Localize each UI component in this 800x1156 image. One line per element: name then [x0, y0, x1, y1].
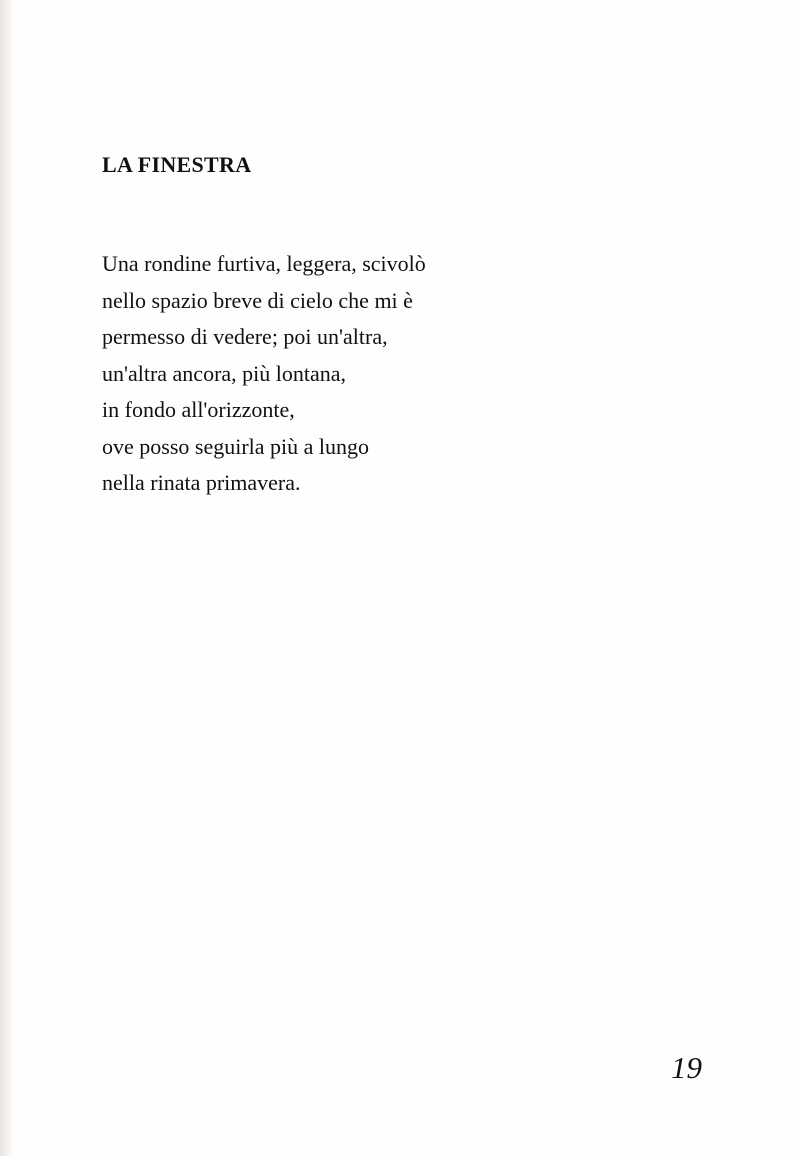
poem-line: nello spazio breve di cielo che mi è	[102, 287, 413, 313]
poem-title: LA FINESTRA	[102, 152, 252, 177]
poem-line: permesso di vedere; poi un'altra,	[102, 324, 388, 349]
poem-line: nella rinata primavera.	[102, 470, 301, 495]
page-number: 19	[671, 1050, 702, 1085]
page-binding-shadow	[0, 0, 14, 1156]
poem-line: in fondo all'orizzonte,	[102, 397, 295, 422]
poem-body	[102, 246, 426, 502]
poem-line: un'altra ancora, più lontana,	[102, 360, 347, 386]
poem-line: ove posso seguirla più a lungo	[102, 433, 370, 459]
poem-line: Una rondine furtiva, leggera, scivolò	[102, 251, 426, 276]
